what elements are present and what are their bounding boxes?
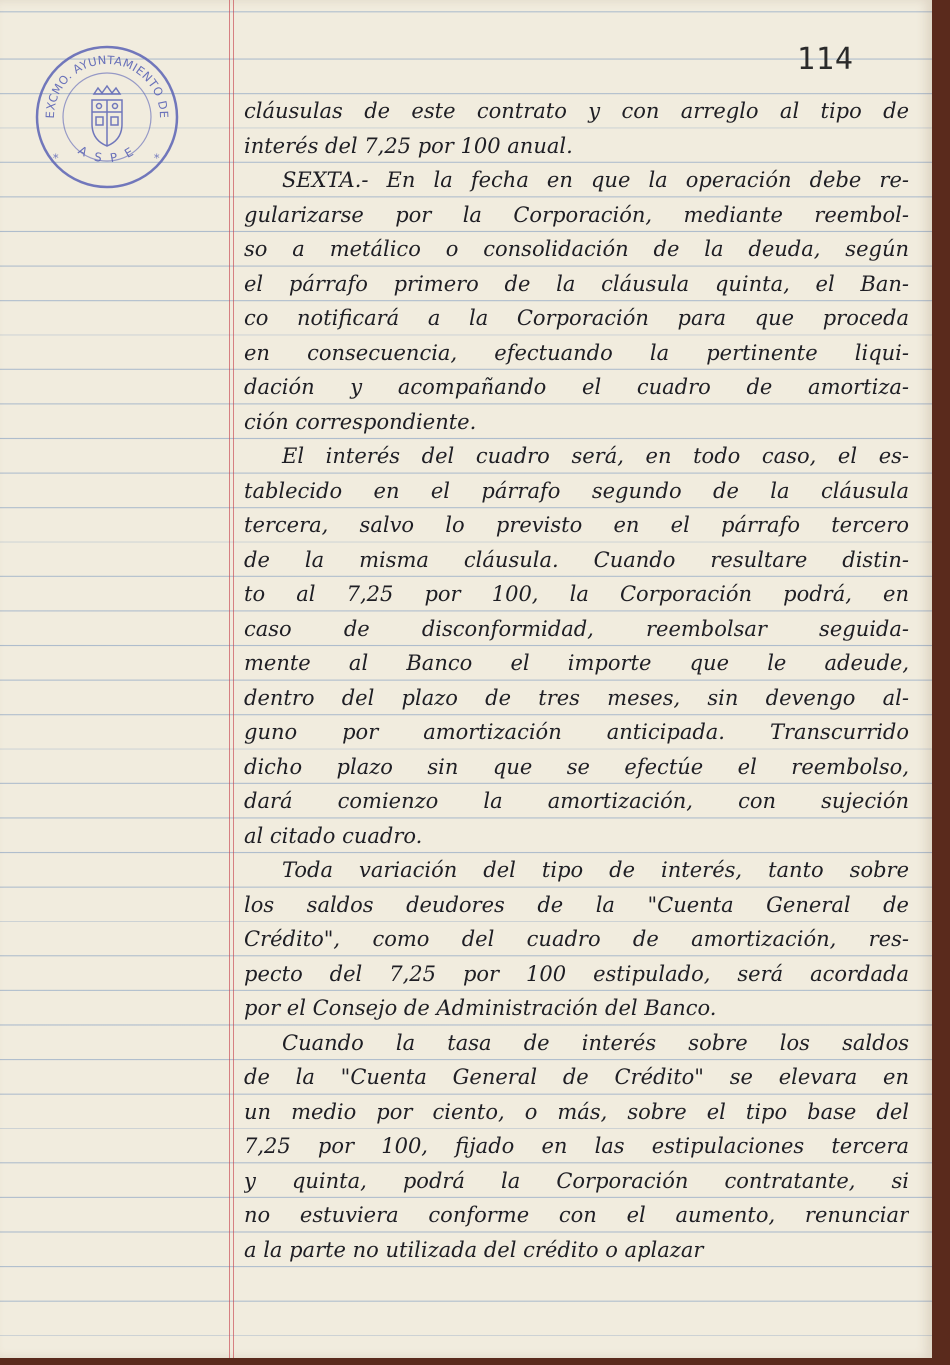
text-line: a la parte no utilizada del crédito o aplazar bbox=[244, 1237, 704, 1262]
text-line: ción correspondiente. bbox=[244, 409, 477, 434]
text-line: al citado cuadro. bbox=[244, 823, 423, 848]
svg-text:*: * bbox=[154, 152, 160, 165]
margin-line bbox=[233, 0, 234, 1358]
text-line: de la "Cuenta General de Crédito" se elevara en bbox=[244, 1065, 909, 1089]
text-line: los saldos deudores de la "Cuenta General de bbox=[244, 892, 909, 917]
svg-text:*: * bbox=[53, 152, 59, 165]
text-line: co notificará a la Corporación para que proceda bbox=[244, 306, 909, 330]
text-line: el párrafo primero de la cláusula quinta, el Ban- bbox=[244, 271, 909, 296]
seal-text-top: EXCMO. AYUNTAMIENTO DE bbox=[42, 52, 172, 119]
text-line: Crédito", como del cuadro de amortización, res- bbox=[244, 927, 909, 951]
text-line: dará comienzo la amortización, con sujeción bbox=[244, 789, 909, 813]
text-line: y quinta, podrá la Corporación contratante, si bbox=[244, 1168, 909, 1193]
text-line: un medio por ciento, o más, sobre el tipo base del bbox=[244, 1099, 909, 1124]
text-line: en consecuencia, efectuando la pertinente liqui- bbox=[244, 340, 909, 365]
text-line: dentro del plazo de tres meses, sin devengo al- bbox=[244, 685, 909, 710]
text-line: gularizarse por la Corporación, mediante reembol- bbox=[244, 202, 909, 227]
text-line: Cuando la tasa de interés sobre los saldos bbox=[282, 1030, 909, 1055]
text-line: dicho plazo sin que se efectúe el reembolso, bbox=[244, 754, 909, 779]
text-line: tablecido en el párrafo segundo de la cláusula bbox=[244, 478, 909, 503]
handwritten-text-block bbox=[244, 94, 909, 1267]
seal-text-bottom: A S P E bbox=[75, 143, 139, 166]
text-line: pecto del 7,25 por 100 estipulado, será acordada bbox=[244, 961, 909, 986]
text-line: dación y acompañando el cuadro de amortiza- bbox=[244, 375, 909, 399]
margin-line bbox=[229, 0, 230, 1358]
page-number: 114 bbox=[796, 42, 854, 77]
text-line: Toda variación del tipo de interés, tanto sobre bbox=[282, 858, 909, 882]
text-line: cláusulas de este contrato y con arreglo al tipo de bbox=[244, 99, 909, 123]
text-line: de la misma cláusula. Cuando resultare distin- bbox=[244, 547, 909, 572]
text-line: El interés del cuadro será, en todo caso, el es- bbox=[282, 444, 909, 468]
text-line: interés del 7,25 por 100 anual. bbox=[244, 133, 573, 158]
text-line: no estuviera conforme con el aumento, renunciar bbox=[244, 1203, 909, 1227]
text-line: 7,25 por 100, fijado en las estipulaciones tercera bbox=[244, 1134, 909, 1158]
municipal-seal-icon bbox=[32, 42, 182, 192]
text-line: SEXTA.- En la fecha en que la operación debe re- bbox=[282, 168, 909, 192]
text-line: tercera, salvo lo previsto en el párrafo tercero bbox=[244, 513, 909, 537]
text-line: guno por amortización anticipada. Transcurrido bbox=[244, 720, 909, 744]
text-line: to al 7,25 por 100, la Corporación podrá, en bbox=[244, 582, 909, 606]
text-line: caso de disconformidad, reembolsar seguida- bbox=[244, 616, 909, 641]
text-line: mente al Banco el importe que le adeude, bbox=[244, 651, 909, 675]
text-line: por el Consejo de Administración del Banco. bbox=[244, 996, 717, 1020]
text-line: so a metálico o consolidación de la deuda, según bbox=[244, 237, 909, 261]
